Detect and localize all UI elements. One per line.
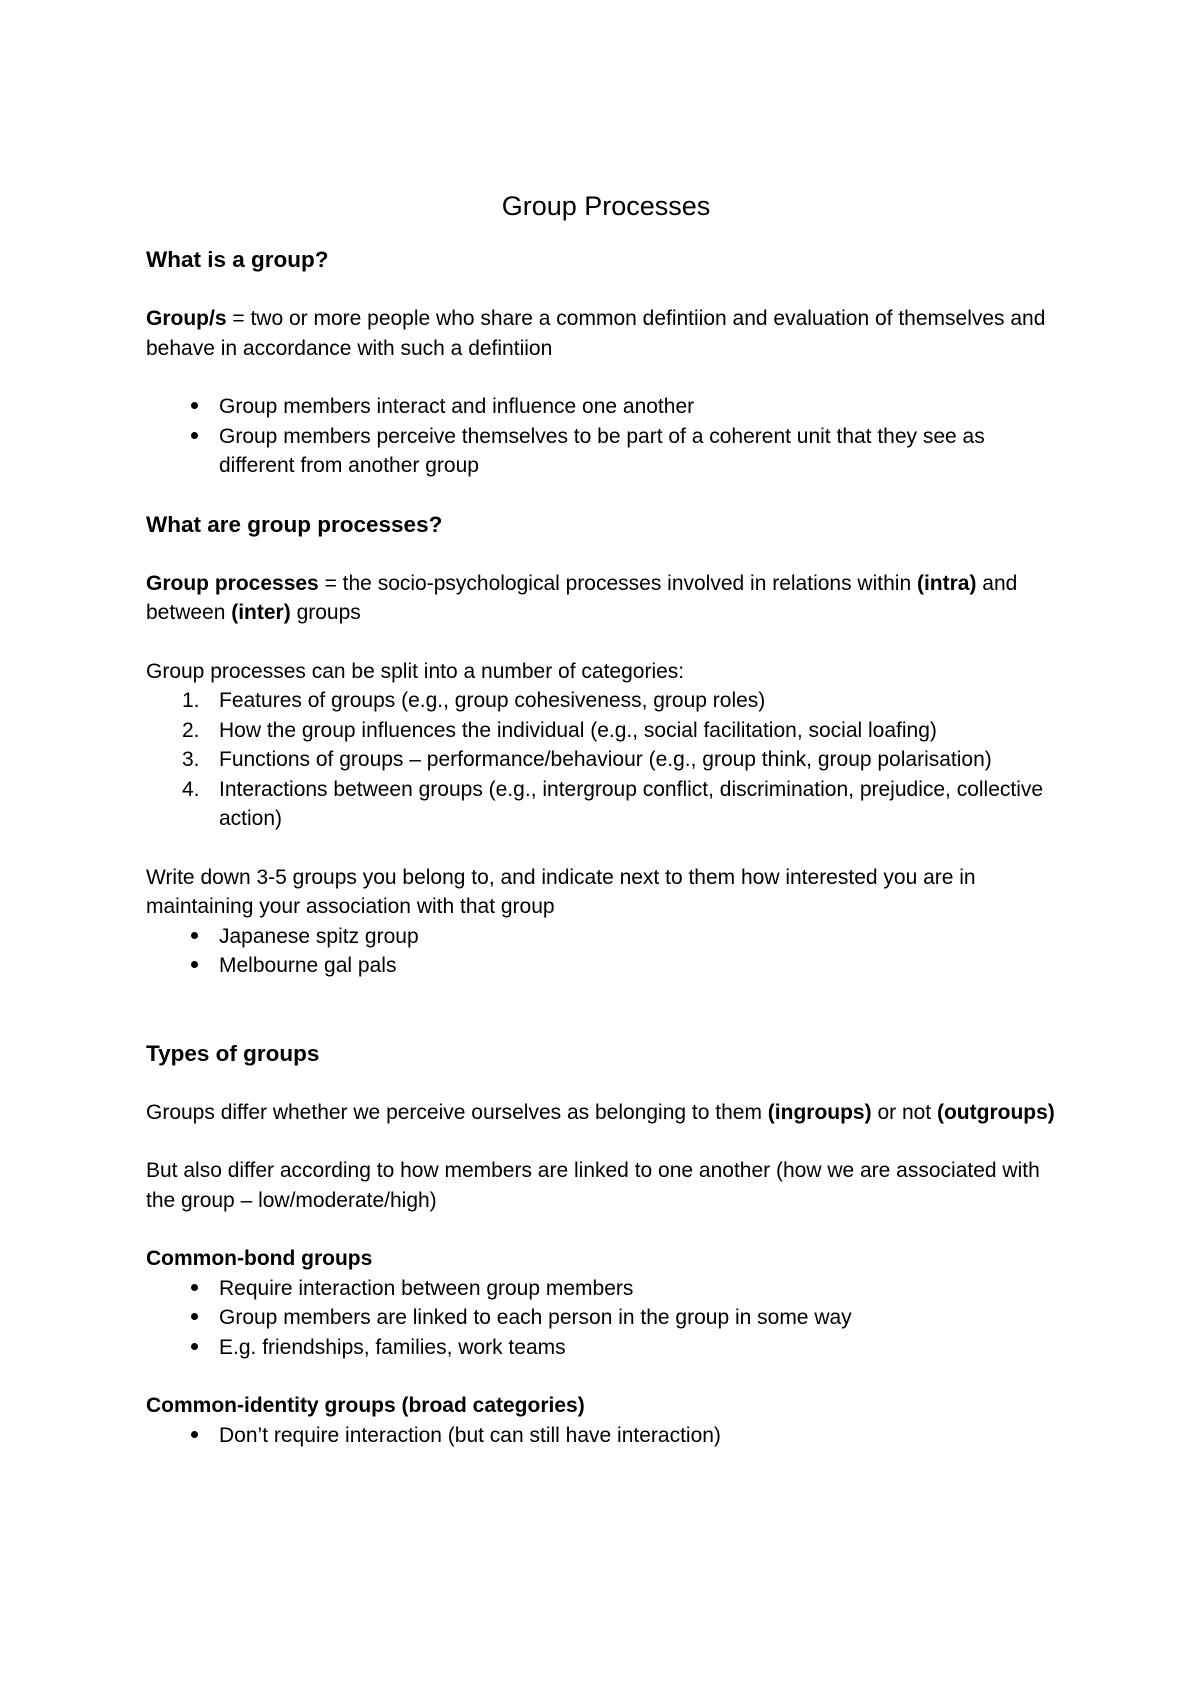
list-item: 4. Interactions between groups (e.g., intergroup conflict, discrimination, prejudice, collective action) [182, 777, 1044, 830]
list-item: Group members interact and influence one another [146, 392, 1066, 422]
group-characteristics-list [146, 392, 1066, 481]
common-identity-list [146, 1421, 1066, 1451]
ingroups-outgroups-paragraph: Groups differ whether we perceive ourselves as belonging to them (ingroups) or not (outgroups) [146, 1100, 1055, 1124]
section-heading-types-of-groups: Types of groups [146, 1040, 320, 1066]
list-item: Don’t require interaction (but can still have interaction) [146, 1421, 1066, 1451]
bullet-icon [186, 1333, 202, 1363]
definition-term: Group processes [146, 571, 319, 595]
group-processes-definition: Group processes = the socio-psychological processes involved in relations within (intra) and between (inter) groups [146, 571, 1018, 624]
bullet-icon [186, 1421, 202, 1451]
subheading-common-identity: Common-identity groups (broad categories) [146, 1394, 585, 1417]
bullet-icon [186, 922, 202, 952]
list-item: Japanese spitz group [146, 922, 1066, 952]
exercise-answers-list [146, 922, 1066, 981]
linkage-paragraph: But also differ according to how members are linked to one another (how we are associated with the group – low/moderate/high) [146, 1159, 1040, 1212]
list-item: Require interaction between group members [146, 1274, 1066, 1304]
document-body [146, 188, 1066, 1450]
list-item: 3. Functions of groups – performance/behaviour (e.g., group think, group polarisation) [182, 748, 992, 771]
categories-intro: Group processes can be split into a number of categories: [146, 659, 685, 683]
common-bond-list [146, 1274, 1066, 1363]
subheading-common-bond: Common-bond groups [146, 1247, 373, 1270]
list-item: Group members are linked to each person in the group in some way [146, 1303, 1066, 1333]
categories-list [146, 686, 1066, 834]
list-item: 1. Features of groups (e.g., group cohesiveness, group roles) [182, 689, 766, 712]
list-item: Melbourne gal pals [146, 951, 1066, 981]
group-definition [146, 304, 1066, 363]
bullet-icon [186, 392, 202, 422]
bullet-icon [186, 422, 202, 452]
bullet-icon [186, 951, 202, 981]
definition-text: = two or more people who share a common defintiion and evaluation of themselves and behave in accordance with such a defintiion [146, 307, 1046, 360]
bullet-icon [186, 1303, 202, 1333]
exercise-prompt: Write down 3-5 groups you belong to, and indicate next to them how interested you are in maintaining your association with that group [146, 865, 976, 918]
list-item: 2. How the group influences the individual (e.g., social facilitation, social loafing) [182, 718, 937, 742]
list-item: Group members perceive themselves to be part of a coherent unit that they see as different from another group [146, 422, 1066, 481]
definition-term: Group/s [146, 307, 227, 330]
bullet-icon [186, 1274, 202, 1304]
section-heading-group-processes: What are group processes? [146, 511, 443, 537]
list-item: E.g. friendships, families, work teams [146, 1333, 1066, 1363]
section-heading-what-is-a-group: What is a group? [146, 247, 329, 272]
page-title: Group Processes [501, 191, 711, 221]
